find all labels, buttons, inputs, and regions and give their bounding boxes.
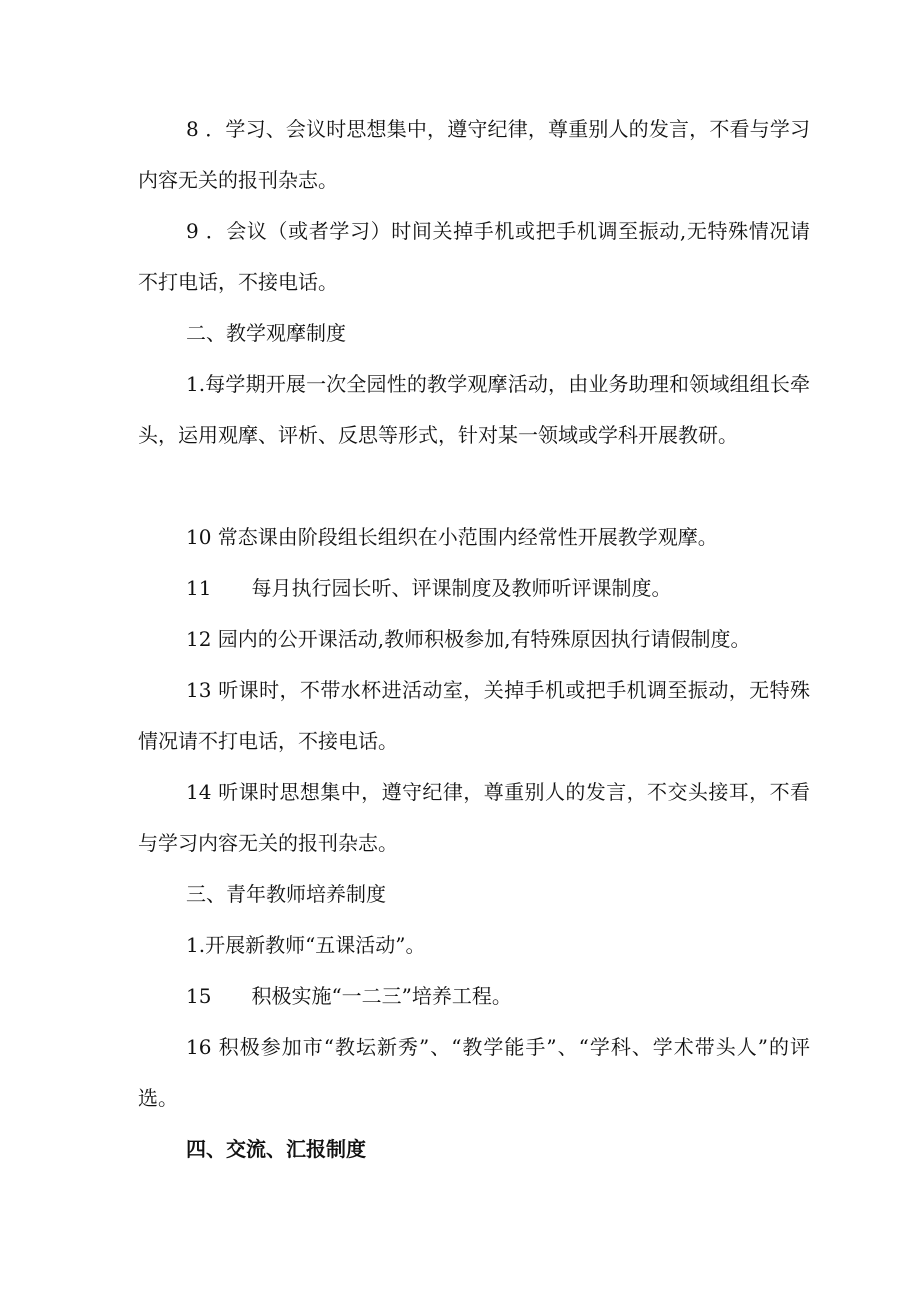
- paragraph-item-14: 14 听课时思想集中，遵守纪律，尊重别人的发言，不交头接耳，不看与学习内容无关的报刊杂志。: [138, 780, 810, 855]
- paragraph-item-8: 8 ．学习、会议时思想集中，遵守纪律，尊重别人的发言，不看与学习内容无关的报刊杂志。: [138, 117, 810, 192]
- paragraph-item-11: 11 每月执行园长听、评课制度及教师听评课制度。: [186, 576, 672, 600]
- paragraph-item-13: 13 听课时，不带水杯进活动室，关掉手机或把手机调至振动，无特殊情况请不打电话，不接电话。: [138, 678, 810, 753]
- paragraph-item-10: 10 常态课由阶段组长组织在小范围内经常性开展教学观摩。: [186, 525, 718, 549]
- paragraph-item-15: 15 积极实施“一二三”培养工程。: [186, 984, 512, 1008]
- section-heading-4: 四、交流、汇报制度: [186, 1137, 366, 1161]
- paragraph-item-1-training: 1.开展新教师“五课活动”。: [186, 933, 426, 957]
- section-heading-2: 二、教学观摩制度: [186, 321, 346, 345]
- paragraph-item-16: 16 积极参加市“教坛新秀”、“教学能手”、“学科、学术带头人”的评选。: [138, 1035, 810, 1110]
- paragraph-item-12: 12 园内的公开课活动,教师积极参加,有特殊原因执行请假制度。: [186, 627, 751, 651]
- paragraph-item-9: 9 ．会议（或者学习）时间关掉手机或把手机调至振动,无特殊情况请不打电话，不接电话。: [138, 219, 810, 294]
- paragraph-item-1-observation: 1.每学期开展一次全园性的教学观摩活动，由业务助理和领域组组长牵头，运用观摩、评析、反思等形式，针对某一领域或学科开展教研。: [138, 372, 810, 447]
- section-heading-3: 三、青年教师培养制度: [186, 882, 386, 906]
